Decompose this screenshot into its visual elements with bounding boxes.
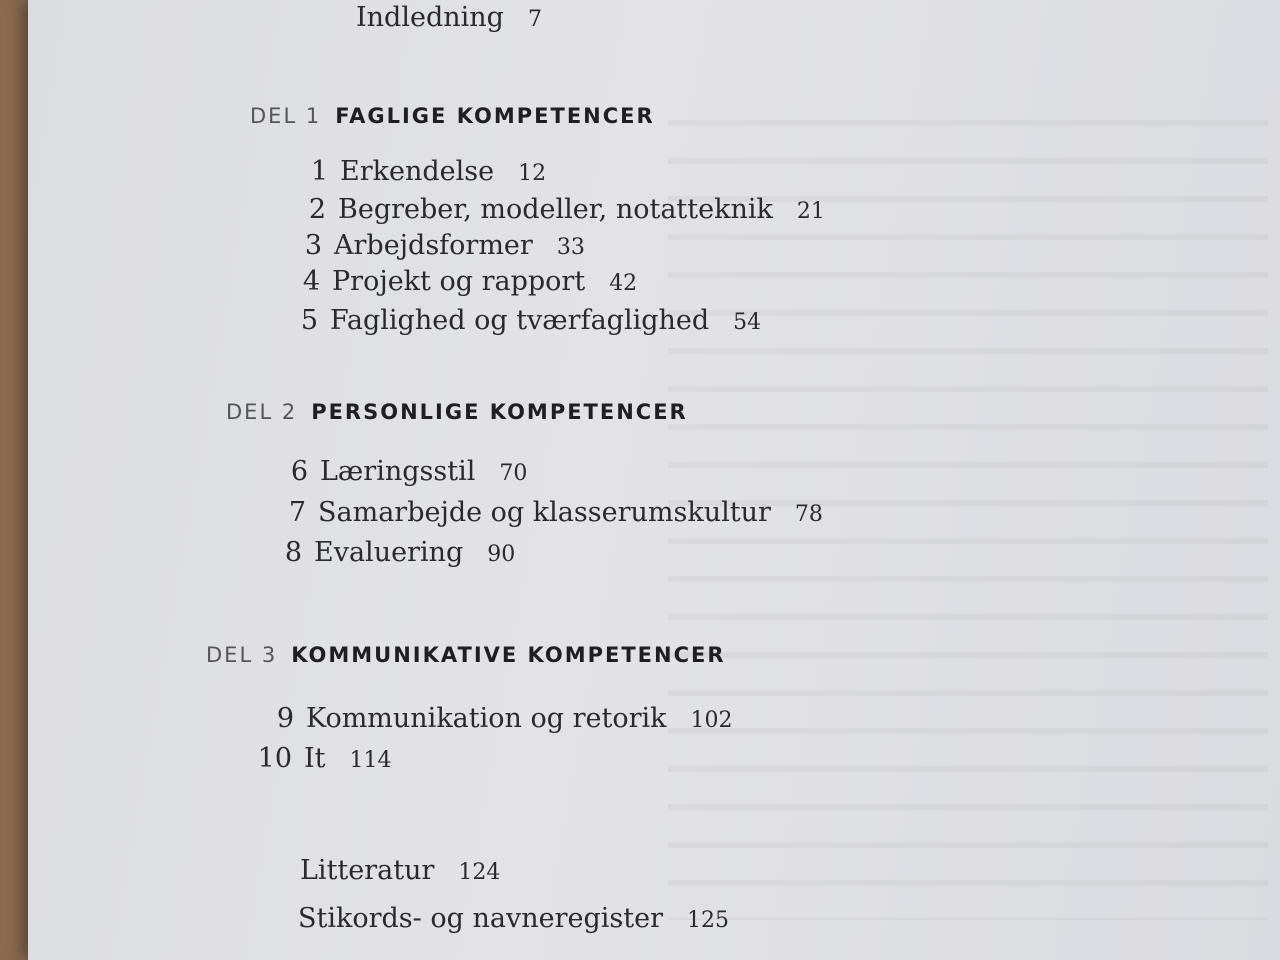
chapter-3-title: Arbejdsformer bbox=[334, 230, 533, 261]
index-page: 125 bbox=[686, 908, 729, 933]
chapter-5 bbox=[290, 305, 761, 336]
chapter-1-title: Erkendelse bbox=[340, 156, 495, 187]
index-title: Stikords- og navneregister bbox=[298, 903, 663, 934]
chapter-10 bbox=[248, 743, 392, 774]
chapter-4 bbox=[292, 266, 637, 297]
part-1-title: FAGLIGE KOMPETENCER bbox=[335, 104, 655, 128]
part-3-title: KOMMUNIKATIVE KOMPETENCER bbox=[291, 643, 726, 667]
chapter-3-page: 33 bbox=[556, 235, 585, 260]
chapter-8-number: 8 bbox=[284, 537, 302, 568]
chapter-3 bbox=[294, 230, 585, 261]
chapter-5-page: 54 bbox=[733, 310, 762, 335]
chapter-1 bbox=[300, 156, 546, 187]
chapter-8 bbox=[274, 537, 515, 568]
toc-literature bbox=[300, 855, 500, 886]
chapter-4-number: 4 bbox=[302, 266, 320, 297]
intro-title: Indledning bbox=[356, 2, 504, 33]
chapter-7-page: 78 bbox=[794, 502, 823, 527]
chapter-1-page: 12 bbox=[518, 161, 547, 186]
chapter-2-number: 2 bbox=[308, 194, 326, 225]
part-3-heading bbox=[206, 643, 726, 667]
chapter-6-number: 6 bbox=[290, 456, 308, 487]
literature-title: Litteratur bbox=[300, 855, 435, 886]
chapter-6 bbox=[280, 456, 527, 487]
chapter-2-title: Begreber, modeller, notatteknik bbox=[338, 194, 773, 225]
chapter-8-title: Evaluering bbox=[314, 537, 464, 568]
chapter-9-number: 9 bbox=[276, 703, 294, 734]
chapter-5-number: 5 bbox=[300, 305, 318, 336]
chapter-5-title: Faglighed og tværfaglighed bbox=[330, 305, 710, 336]
chapter-10-page: 114 bbox=[349, 748, 392, 773]
chapter-2 bbox=[298, 194, 825, 225]
part-3-label: DEL 3 bbox=[206, 643, 278, 667]
part-2-title: PERSONLIGE KOMPETENCER bbox=[311, 400, 688, 424]
chapter-7-number: 7 bbox=[288, 497, 306, 528]
chapter-10-title: It bbox=[304, 743, 326, 774]
part-1-heading bbox=[250, 104, 655, 128]
chapter-4-title: Projekt og rapport bbox=[332, 266, 586, 297]
toc-intro bbox=[356, 2, 542, 33]
chapter-9-title: Kommunikation og retorik bbox=[306, 703, 667, 734]
literature-page: 124 bbox=[458, 860, 501, 885]
chapter-10-number: 10 bbox=[257, 743, 292, 774]
chapter-9 bbox=[250, 703, 733, 734]
chapter-7 bbox=[278, 497, 823, 528]
part-2-heading bbox=[226, 400, 688, 424]
book-page bbox=[28, 0, 1280, 960]
chapter-7-title: Samarbejde og klasserumskultur bbox=[318, 497, 771, 528]
chapter-8-page: 90 bbox=[487, 542, 516, 567]
chapter-4-page: 42 bbox=[609, 271, 638, 296]
intro-page: 7 bbox=[527, 7, 542, 32]
chapter-6-page: 70 bbox=[499, 461, 528, 486]
part-2-label: DEL 2 bbox=[226, 400, 298, 424]
chapter-6-title: Læringsstil bbox=[320, 456, 476, 487]
chapter-1-number: 1 bbox=[310, 156, 328, 187]
part-1-label: DEL 1 bbox=[250, 104, 322, 128]
chapter-2-page: 21 bbox=[796, 199, 825, 224]
chapter-3-number: 3 bbox=[304, 230, 322, 261]
chapter-9-page: 102 bbox=[690, 708, 733, 733]
toc-index bbox=[298, 903, 729, 934]
